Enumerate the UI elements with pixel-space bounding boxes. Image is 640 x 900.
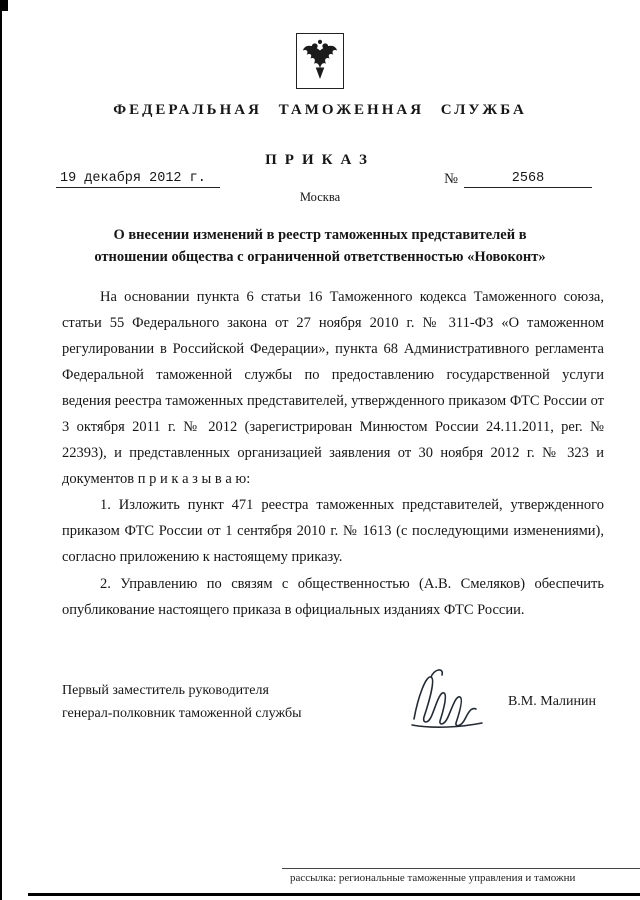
signer-position-line2: генерал-полковник таможенной службы [62,706,302,722]
scan-corner-mark [0,0,8,11]
agency-name: ФЕДЕРАЛЬНАЯ ТАМОЖЕННАЯ СЛУЖБА [113,102,527,118]
distribution-note: рассылка: региональные таможенные управления и таможни [282,868,640,884]
signer-position-line1: Первый заместитель руководителя [62,683,269,699]
handwritten-signature-icon [404,667,490,738]
doc-date: 19 декабря 2012 г. [56,171,220,188]
signature-block [0,667,640,738]
doc-city: Москва [299,190,341,204]
scan-edge-line [0,0,2,900]
doc-body [0,269,640,623]
doc-number-group [444,171,592,188]
emblem-box [296,33,344,89]
meta-row [0,171,640,188]
doc-title: О внесении изменений в реестр таможенных представителей в отношении общества с ограниченной ответственностью «Новоконт» [94,227,546,265]
number-sign-label: № [444,171,458,187]
doc-type-label: ПРИКАЗ [265,152,375,168]
paragraph-item-2: 2. Управлению по связям с общественностью (А.В. Смеляков) обеспечить опубликование настоящего приказа в официальных изданиях ФТС России. [62,575,604,618]
double-headed-eagle-icon [301,36,339,87]
signer-name: В.М. Малинин [507,694,596,710]
paragraph-item-1: 1. Изложить пункт 471 реестра таможенных представителей, утвержденного приказом ФТС России от 1 сентября 2010 г. № 1613 (с последующими изменениями), согласно приложению к настоящему приказу. [62,497,604,566]
scan-bottom-line [28,893,640,896]
paragraph-preamble: На основании пункта 6 статьи 16 Таможенного кодекса Таможенного союза, статьи 55 Федерального закона от 27 ноября 2010 г. № 311-ФЗ «О таможенном регулировании в Российской Федерации», пункта 68 Административного регламента Федеральной таможенной службы по предоставлению государственной услуги ведения реестра таможенных представителей, утвержденного приказом ФТС России от 3 октября 2011 г. № 2012 (зарегистрирован Минюстом России 24.11.2011, рег. № 22393), и представленных организацией заявления от 30 ноября 2012 г. № 323 и документов п р и к а з ы в а ю: [62,288,604,488]
signer-position [62,679,301,725]
doc-number: 2568 [464,171,592,188]
